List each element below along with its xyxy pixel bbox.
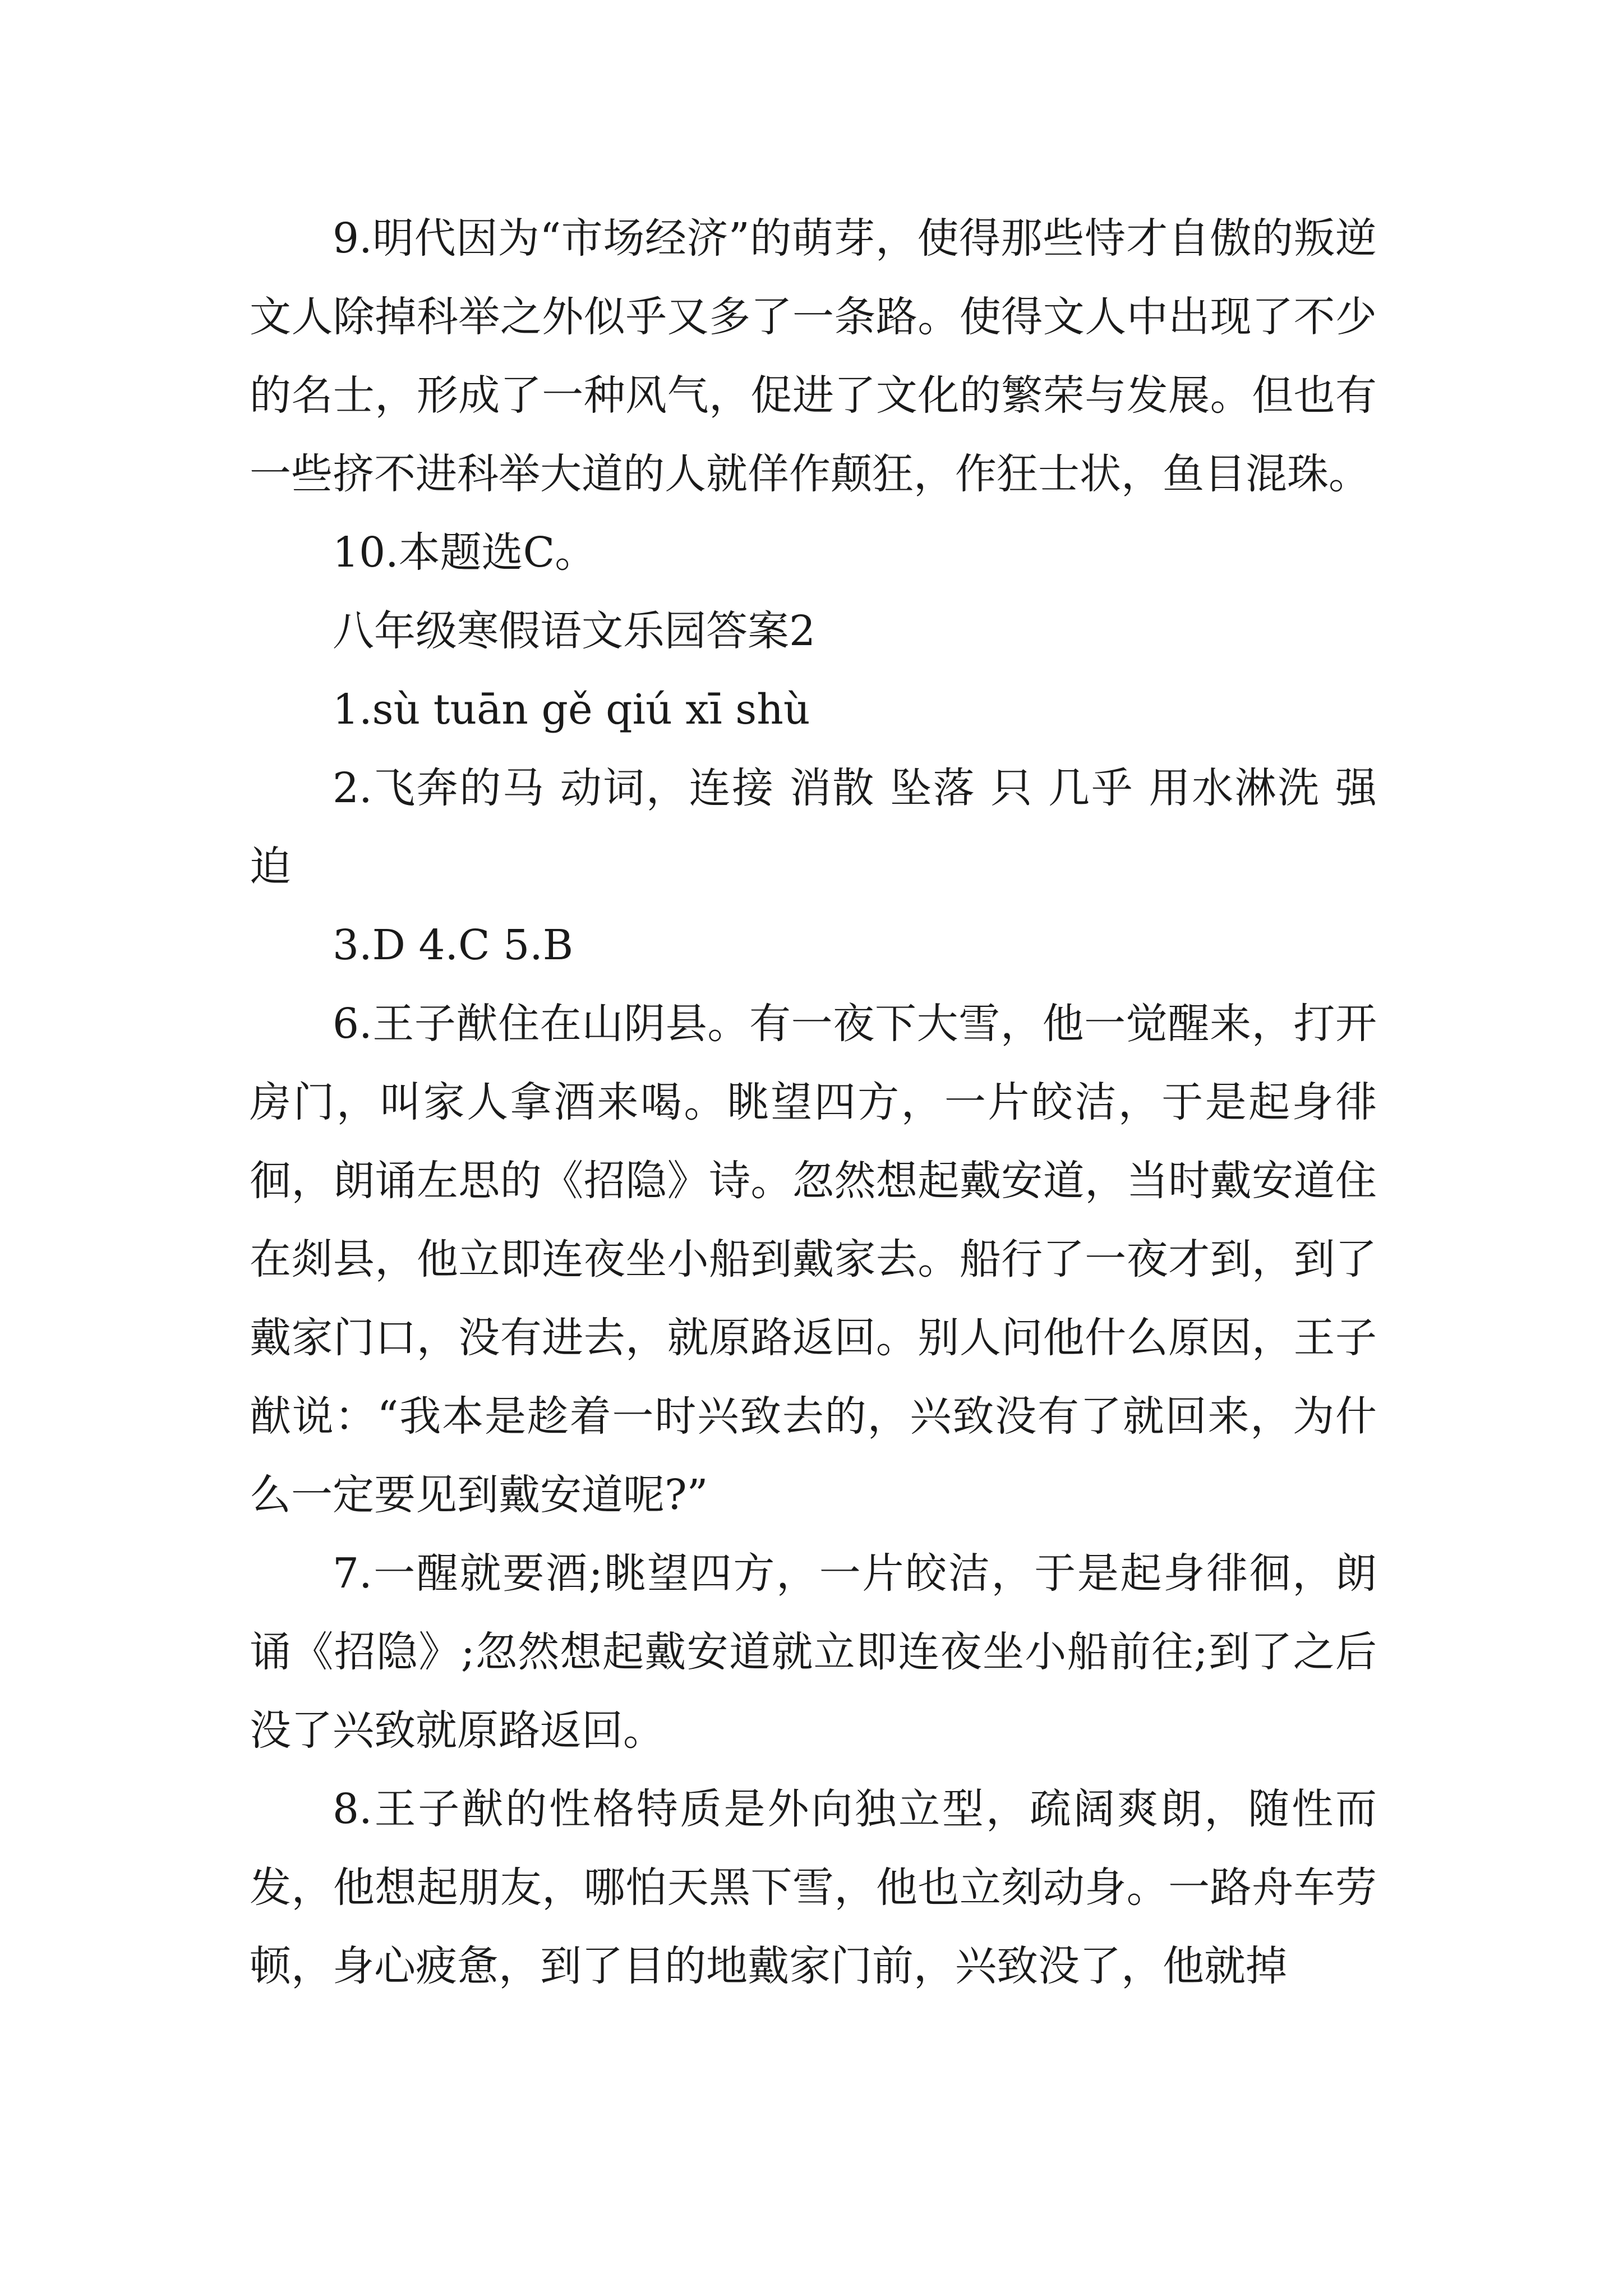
answer-paragraph-7: 7.一醒就要酒;眺望四方，一片皎洁，于是起身徘徊，朗诵《招隐》;忽然想起戴安道就立即连夜坐小船前往;到了之后没了兴致就原路返回。 bbox=[250, 1549, 1377, 1755]
document-body bbox=[250, 199, 1377, 2005]
answer-paragraph-1: 1.sù tuān gě qiú xī shù bbox=[333, 685, 810, 734]
answer-paragraph-8: 8.王子猷的性格特质是外向独立型，疏阔爽朗，随性而发，他想起朋友，哪怕天黑下雪，他也立刻动身。一路舟车劳顿，身心疲惫，到了目的地戴家门前，兴致没了，他就掉 bbox=[250, 1785, 1377, 1990]
answer-paragraph-10: 10.本题选C。 bbox=[333, 528, 597, 577]
section-heading: 八年级寒假语文乐园答案2 bbox=[333, 607, 816, 655]
answer-paragraph-6: 6.王子猷住在山阴县。有一夜下大雪，他一觉醒来，打开房门，叫家人拿酒来喝。眺望四方，一片皎洁，于是起身徘徊，朗诵左思的《招隐》诗。忽然想起戴安道，当时戴安道住在剡县，他立即连夜坐小船到戴家去。船行了一夜才到，到了戴家门口，没有进去，就原路返回。别人问他什么原因，王子猷说：“我本是趁着一时兴致去的，兴致没有了就回来，为什么一定要见到戴安道呢?” bbox=[250, 1000, 1377, 1519]
answer-paragraph-2: 2.飞奔的马 动词，连接 消散 坠落 只 几乎 用水淋洗 强迫 bbox=[250, 764, 1377, 891]
answer-paragraph-9: 9.明代因为“市场经济”的萌芽，使得那些恃才自傲的叛逆文人除掉科举之外似乎又多了一条路。使得文人中出现了不少的名士，形成了一种风气，促进了文化的繁荣与发展。但也有一些挤不进科举大道的人就佯作颠狂，作狂士状，鱼目混珠。 bbox=[250, 214, 1377, 498]
answer-paragraph-3-5: 3.D 4.C 5.B bbox=[333, 921, 574, 969]
